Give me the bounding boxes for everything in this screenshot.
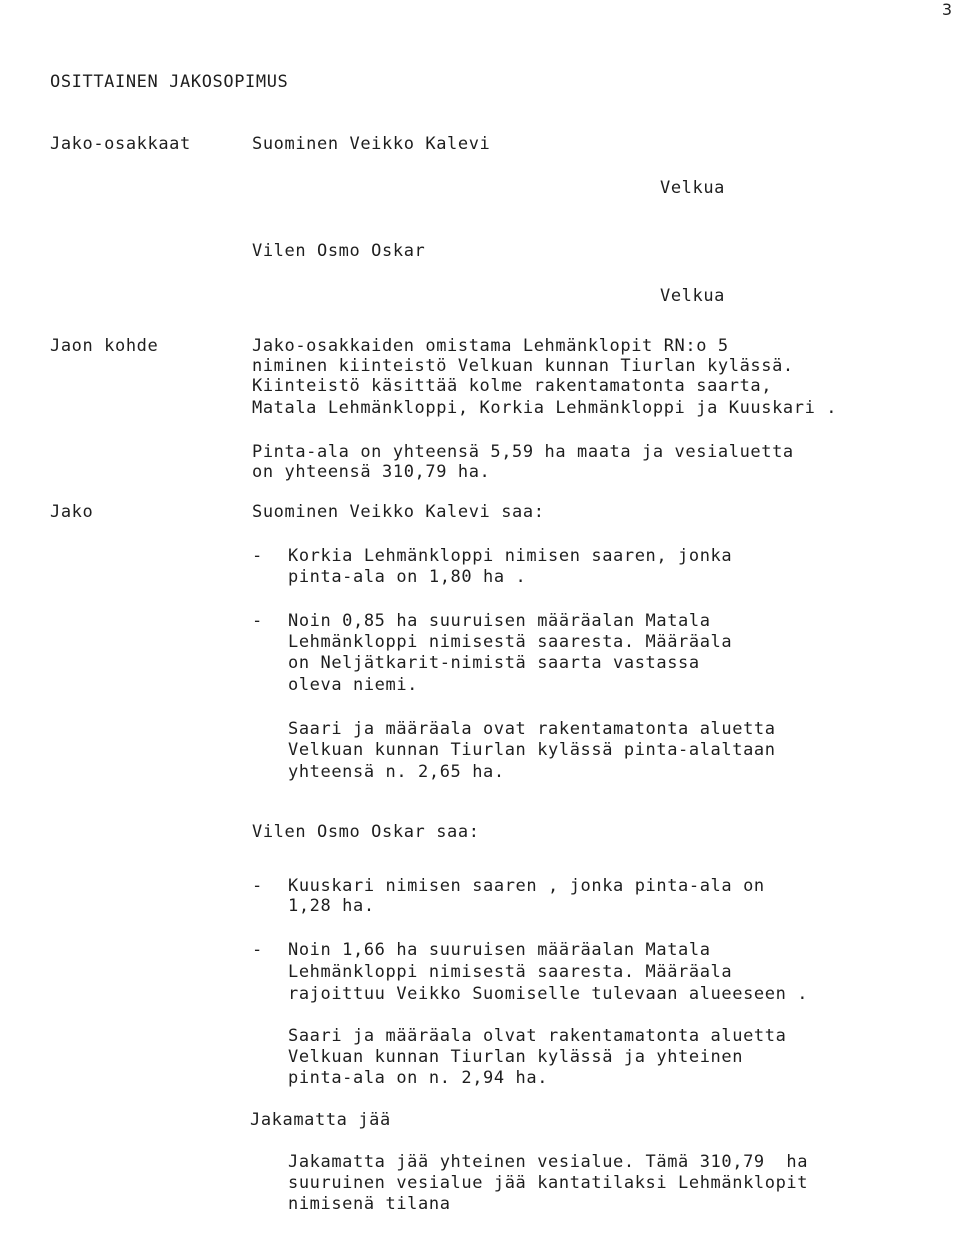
summary-line: Saari ja määräala ovat rakentamatonta aluetta — [288, 719, 776, 739]
area-line: Pinta-ala on yhteensä 5,59 ha maata ja vesialuetta — [252, 442, 794, 462]
summary-line: yhteensä n. 2,65 ha. — [288, 762, 505, 782]
label-jako: Jako — [50, 502, 94, 522]
document-title: OSITTAINEN JAKOSOPIMUS — [50, 72, 289, 92]
item-line: Korkia Lehmänkloppi nimisen saaren, jonka — [288, 546, 733, 566]
page-number: 3 — [941, 0, 952, 19]
item-line: Lehmänkloppi nimisestä saaresta. Määräala — [288, 632, 733, 652]
label-jako-osakkaat: Jako-osakkaat — [50, 134, 191, 154]
summary-line: pinta-ala on n. 2,94 ha. — [288, 1068, 549, 1088]
party1-heading: Suominen Veikko Kalevi saa: — [252, 502, 545, 522]
bullet-dash: - — [252, 940, 263, 960]
label-jaon-kohde: Jaon kohde — [50, 336, 159, 356]
item-line: 1,28 ha. — [288, 896, 375, 916]
item-line: Noin 1,66 ha suuruisen määräalan Matala — [288, 940, 711, 960]
party1-place: Velkua — [660, 178, 726, 198]
item-line: pinta-ala on 1,80 ha . — [288, 567, 527, 587]
item-line: Lehmänkloppi nimisestä saaresta. Määräala — [288, 962, 733, 982]
kohde-line: Jako-osakkaiden omistama Lehmänklopit RN:o 5 — [252, 336, 729, 356]
item-line: rajoittuu Veikko Suomiselle tulevaan alueeseen . — [288, 984, 809, 1004]
party2-heading: Vilen Osmo Oskar saa: — [252, 822, 480, 842]
jakamatta-line: Jakamatta jää yhteinen vesialue. Tämä 310,79 ha — [288, 1152, 809, 1172]
kohde-line: niminen kiinteistö Velkuan kunnan Tiurlan kylässä. — [252, 356, 794, 376]
party2-place: Velkua — [660, 286, 726, 306]
bullet-dash: - — [252, 546, 263, 566]
item-line: Noin 0,85 ha suuruisen määräalan Matala — [288, 611, 711, 631]
party2-name: Vilen Osmo Oskar — [252, 241, 426, 261]
jakamatta-line: suuruinen vesialue jää kantatilaksi Lehmänklopit — [288, 1173, 809, 1193]
item-line: Kuuskari nimisen saaren , jonka pinta-ala on — [288, 876, 765, 896]
bullet-dash: - — [252, 876, 263, 896]
summary-line: Saari ja määräala olvat rakentamatonta aluetta — [288, 1026, 787, 1046]
party1-name: Suominen Veikko Kalevi — [252, 134, 491, 154]
kohde-line: Kiinteistö käsittää kolme rakentamatonta saarta, — [252, 376, 773, 396]
area-line: on yhteensä 310,79 ha. — [252, 462, 491, 482]
bullet-dash: - — [252, 611, 263, 631]
item-line: oleva niemi. — [288, 675, 419, 695]
summary-line: Velkuan kunnan Tiurlan kylässä ja yhteinen — [288, 1047, 744, 1067]
jakamatta-line: nimisenä tilana — [288, 1194, 451, 1214]
summary-line: Velkuan kunnan Tiurlan kylässä pinta-alaltaan — [288, 740, 776, 760]
item-line: on Neljätkarit-nimistä saarta vastassa — [288, 653, 700, 673]
label-jakamatta-jaa: Jakamatta jää — [250, 1110, 391, 1130]
kohde-line: Matala Lehmänkloppi, Korkia Lehmänkloppi ja Kuuskari . — [252, 398, 838, 418]
